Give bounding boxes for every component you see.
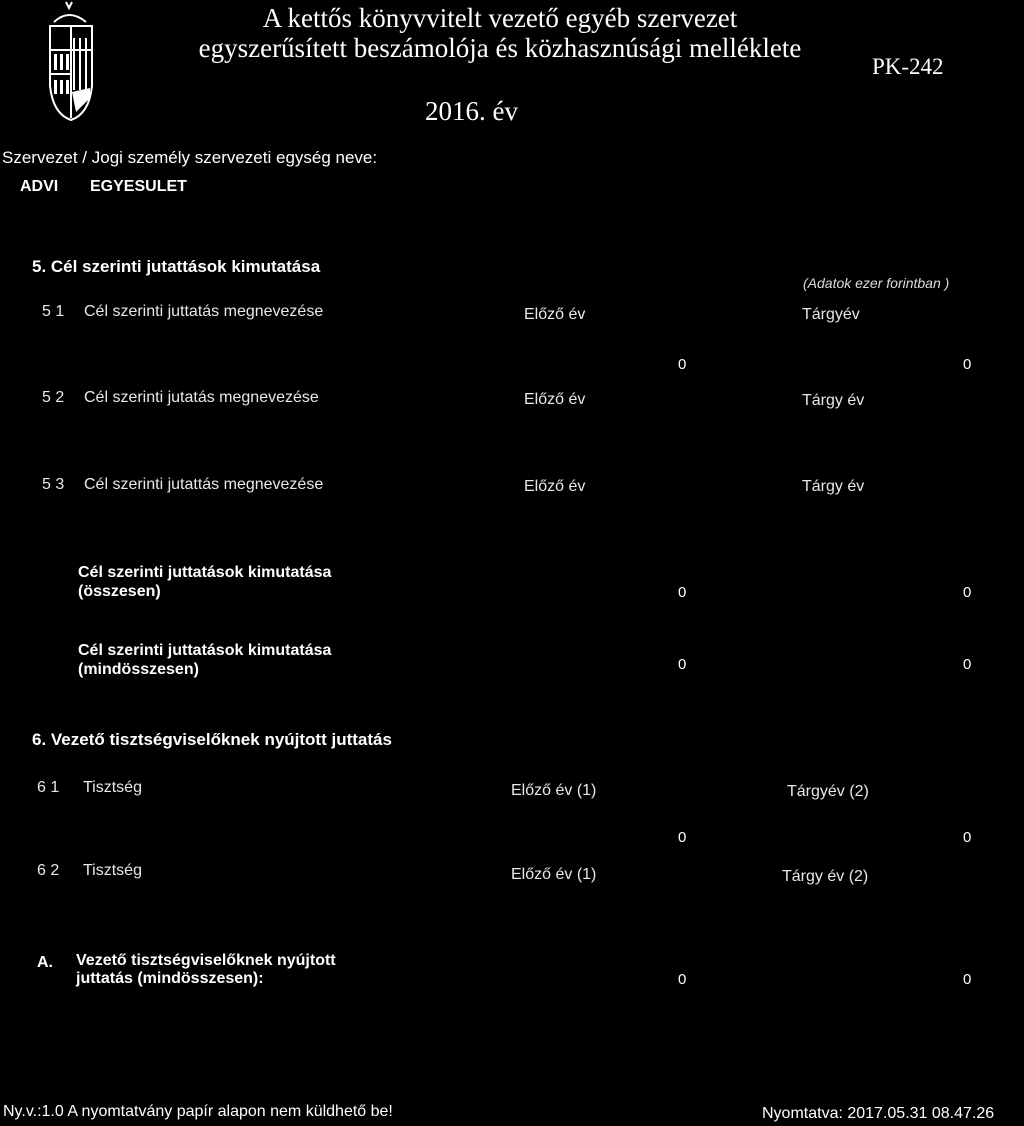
row-5-3-curr-label: Tárgy év: [802, 478, 865, 495]
row-5-1-prev-label: Előző év: [524, 306, 586, 323]
row-6-1-curr-value: 0: [963, 829, 972, 846]
row-6-1-prev-value: 0: [678, 829, 687, 846]
row-5-1-curr-value: 0: [963, 356, 972, 373]
section6-total-line2: juttatás (mindösszesen):: [76, 970, 264, 987]
section5-grand-total-prev: 0: [678, 656, 687, 673]
row-6-2-curr-label: Tárgy év (2): [782, 868, 869, 885]
section6-total-curr: 0: [963, 971, 972, 988]
form-year: 2016. év: [425, 96, 518, 126]
section5-total-curr: 0: [963, 584, 972, 601]
org-name-part2: EGYESULET: [90, 178, 187, 195]
row-5-1-label: Cél szerinti juttatás megnevezése: [84, 303, 324, 320]
section6-total-line1: Vezető tisztségviselőknek nyújtott: [76, 952, 336, 969]
row-5-2-prev-label: Előző év: [524, 391, 586, 408]
coat-of-arms-icon: [14, 0, 126, 130]
row-5-3-prev-label: Előző év: [524, 478, 586, 495]
row-6-1-number: 6 1: [37, 779, 60, 796]
section5-total-line2: (összesen): [78, 583, 161, 600]
row-5-2-curr-label: Tárgy év: [802, 392, 865, 409]
units-note: (Adatok ezer forintban ): [803, 275, 950, 291]
row-5-2-number: 5 2: [42, 389, 65, 406]
section6-total-prefix: A.: [37, 954, 53, 971]
form-code: PK-242: [872, 54, 944, 79]
section5-total-line1: Cél szerinti juttatások kimutatása: [78, 564, 332, 581]
row-5-3-label: Cél szerinti jutattás megnevezése: [84, 476, 324, 493]
row-6-1-prev-label: Előző év (1): [511, 782, 597, 799]
org-name-label: Szervezet / Jogi személy szervezeti egység neve:: [2, 148, 378, 167]
row-5-1-prev-value: 0: [678, 356, 687, 373]
section5-grand-total-line2: (mindösszesen): [78, 661, 199, 678]
section5-total-prev: 0: [678, 584, 687, 601]
row-6-2-label: Tisztség: [83, 862, 142, 879]
row-6-1-label: Tisztség: [83, 779, 142, 796]
section5-title: 5. Cél szerinti jutattások kimutatása: [32, 257, 321, 276]
footer-note: Ny.v.:1.0 A nyomtatvány papír alapon nem küldhető be!: [3, 1103, 393, 1120]
row-5-2-label: Cél szerinti jutatás megnevezése: [84, 389, 319, 406]
form-title-line2: egyszerűsített beszámolója és közhasznúsági melléklete: [198, 33, 802, 63]
org-name-part1: ADVI: [20, 178, 59, 195]
row-5-3-number: 5 3: [42, 476, 65, 493]
section5-grand-total-line1: Cél szerinti juttatások kimutatása: [78, 642, 332, 659]
section6-total-prev: 0: [678, 971, 687, 988]
section5-grand-total-curr: 0: [963, 656, 972, 673]
row-6-1-curr-label: Tárgyév (2): [787, 783, 869, 800]
row-6-2-prev-label: Előző év (1): [511, 866, 597, 883]
footer-print-date: Nyomtatva: 2017.05.31 08.47.26: [762, 1105, 995, 1122]
row-6-2-number: 6 2: [37, 862, 60, 879]
section6-title: 6. Vezető tisztségviselőknek nyújtott juttatás: [32, 730, 392, 749]
row-5-1-curr-label: Tárgyév: [802, 306, 860, 323]
row-5-1-number: 5 1: [42, 303, 65, 320]
form-title-line1: A kettős könyvvitelt vezető egyéb szervezet: [262, 3, 738, 33]
